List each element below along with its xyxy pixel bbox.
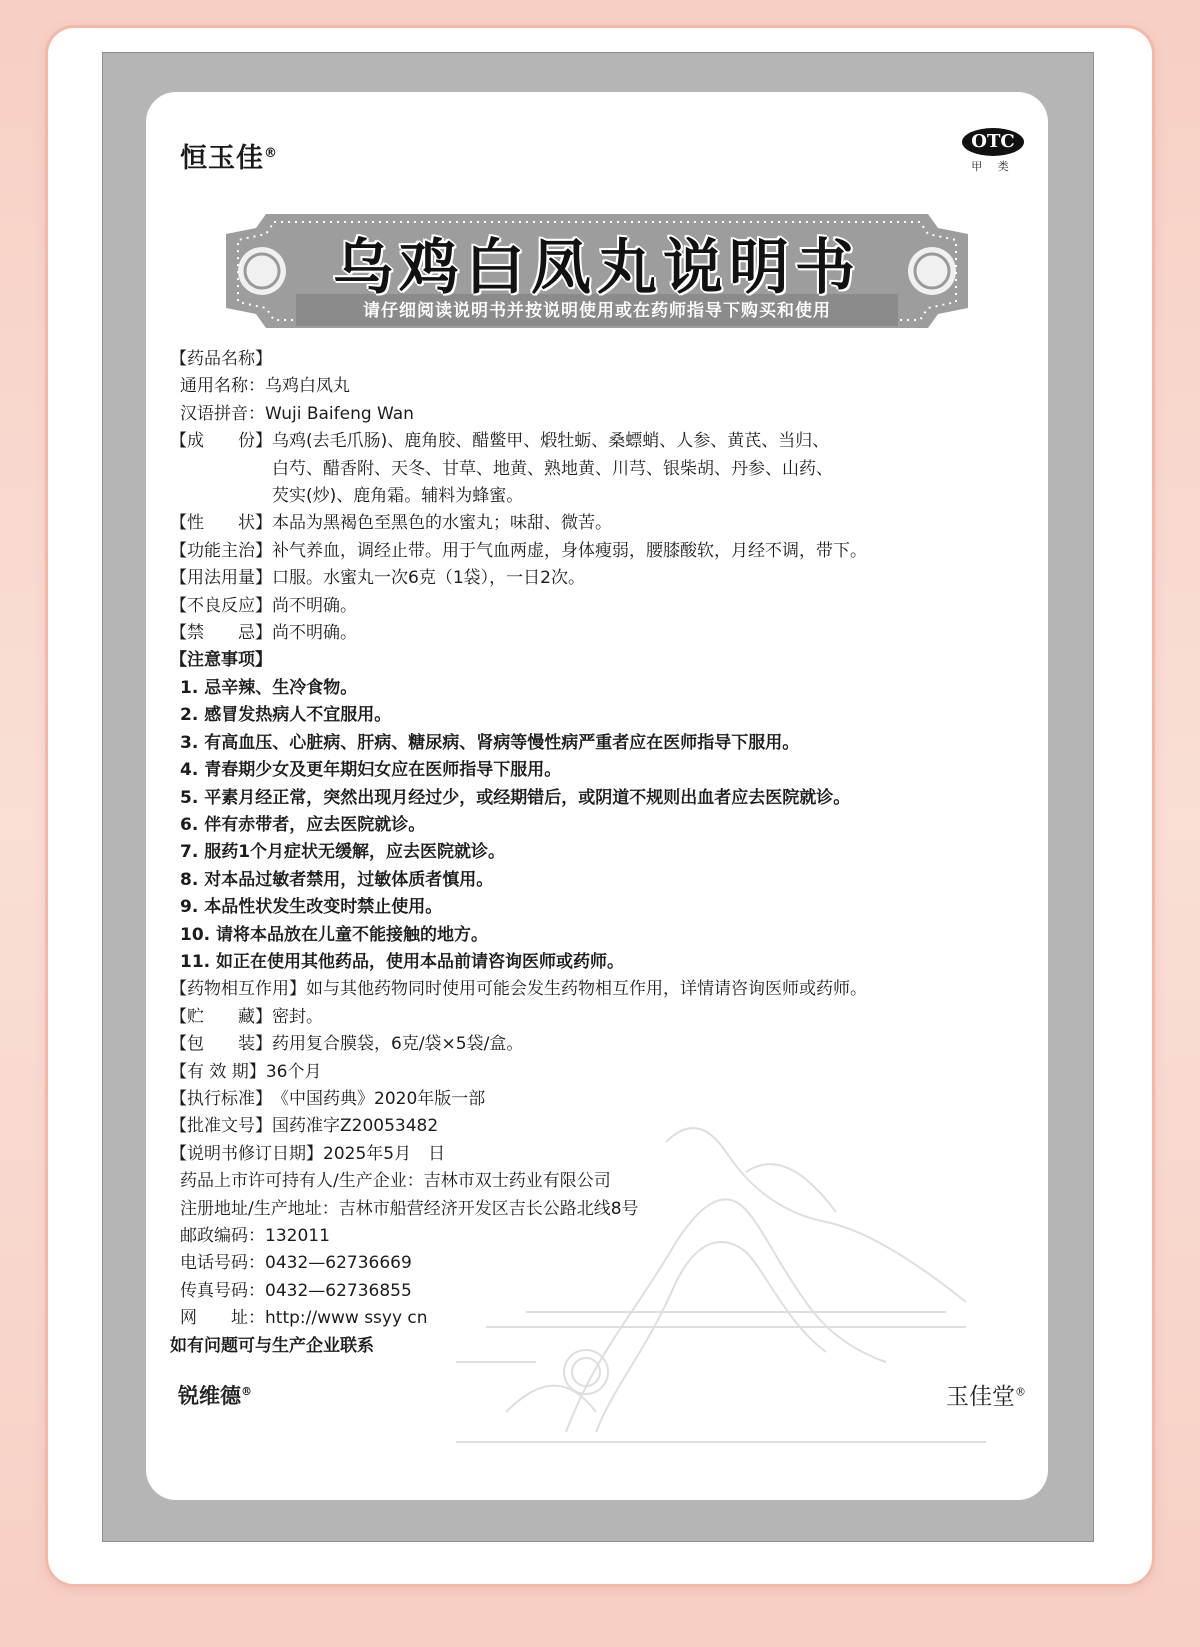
contraindications-row: 【禁 忌】 尚不明确。 xyxy=(170,623,357,644)
otc-mark: OTC xyxy=(962,128,1024,156)
precaution-item: 7. 服药1个月症状无缓解，应去医院就诊。 xyxy=(180,842,506,863)
footer-brand-left: 锐维德® xyxy=(178,1383,252,1408)
ingredients-row: 【成 份】 乌鸡(去毛爪肠)、鹿角胶、醋鳖甲、煅牡蛎、桑螵蛸、人参、黄芪、当归、 xyxy=(170,431,830,452)
leaflet-title: 乌鸡白凤丸说明书 xyxy=(333,233,861,303)
package-row: 【包 装】 药用复合膜袋，6克/袋×5袋/盒。 xyxy=(170,1034,524,1055)
contact-note: 如有问题可与生产企业联系 xyxy=(170,1335,374,1356)
drug-name-header: 【药品名称】 xyxy=(170,349,272,369)
brand-logo-top: 恒玉佳® xyxy=(180,143,278,174)
precaution-item: 2. 感冒发热病人不宜服用。 xyxy=(180,705,392,726)
dosage-row: 【用法用量】 口服。水蜜丸一次6克（1袋），一日2次。 xyxy=(170,568,585,589)
precaution-item: 1. 忌辛辣、生冷食物。 xyxy=(180,677,358,698)
ingredients-line-3: 芡实(炒)、鹿角霜。辅料为蜂蜜。 xyxy=(272,486,524,507)
precaution-item: 6. 伴有赤带者，应去医院就诊。 xyxy=(180,814,426,835)
pinyin-row: 汉语拼音： Wuji Baifeng Wan xyxy=(180,403,414,424)
precautions-header: 【注意事项】 xyxy=(170,650,272,671)
validity-row: 【有 效 期】 36个月 xyxy=(170,1061,322,1082)
phone-row: 电话号码： 0432—62736669 xyxy=(180,1253,412,1274)
storage-row: 【贮 藏】 密封。 xyxy=(170,1006,323,1027)
precaution-item: 11. 如正在使用其他药品，使用本品前请咨询医师或药师。 xyxy=(180,951,625,972)
leaflet-content xyxy=(170,346,1030,1360)
indications-row: 【功能主治】 补气养血，调经止带。用于气血两虚，身体瘦弱，腰膝酸软，月经不调，带下。 xyxy=(170,540,867,561)
instruction-leaflet xyxy=(146,92,1048,1500)
otc-class: 甲 类 xyxy=(971,160,1015,173)
precaution-item: 10. 请将本品放在儿童不能接触的地方。 xyxy=(180,924,489,945)
postal-row: 邮政编码： 132011 xyxy=(180,1226,330,1246)
properties-row: 【性 状】 本品为黑褐色至黑色的水蜜丸；味甜、微苦。 xyxy=(170,513,612,534)
footer-brand-right: 玉佳堂® xyxy=(946,1384,1026,1410)
approval-row: 【批准文号】 国药准字Z20053482 xyxy=(170,1116,439,1137)
address-row: 注册地址/生产地址： 吉林市船营经济开发区吉长公路北线8号 xyxy=(180,1198,639,1219)
interactions-row: 【药物相互作用】 如与其他药物同时使用可能会发生药物相互作用，详情请咨询医师或药师。 xyxy=(170,979,867,1000)
precaution-item: 3. 有高血压、心脏病、肝病、糖尿病、肾病等慢性病严重者应在医师指导下服用。 xyxy=(180,732,800,753)
adverse-row: 【不良反应】 尚不明确。 xyxy=(170,595,357,616)
fax-row: 传真号码： 0432—62736855 xyxy=(180,1280,412,1301)
revision-row: 【说明书修订日期】 2025年5月 日 xyxy=(170,1143,446,1164)
holder-row: 药品上市许可持有人/生产企业： 吉林市双士药业有限公司 xyxy=(180,1171,611,1192)
precaution-item: 4. 青春期少女及更年期妇女应在医师指导下服用。 xyxy=(180,760,562,781)
title-banner xyxy=(226,214,968,328)
leaflet-subtitle: 请仔细阅读说明书并按说明使用或在药师指导下购买和使用 xyxy=(363,301,831,321)
otc-badge xyxy=(960,128,1026,174)
generic-name-row: 通用名称： 乌鸡白凤丸 xyxy=(180,376,350,397)
precaution-item: 9. 本品性状发生改变时禁止使用。 xyxy=(180,897,443,918)
website-row: 网 址： http://www ssyy cn xyxy=(180,1308,428,1329)
standard-row: 【执行标准】 《中国药典》2020年版一部 xyxy=(170,1088,486,1109)
precaution-item: 5. 平素月经正常，突然出现月经过少，或经期错后，或阴道不规则出血者应去医院就诊。 xyxy=(180,787,851,808)
ingredients-line-2: 白芍、醋香附、天冬、甘草、地黄、熟地黄、川芎、银柴胡、丹参、山药、 xyxy=(272,458,833,479)
precaution-item: 8. 对本品过敏者禁用，过敏体质者慎用。 xyxy=(180,869,494,890)
